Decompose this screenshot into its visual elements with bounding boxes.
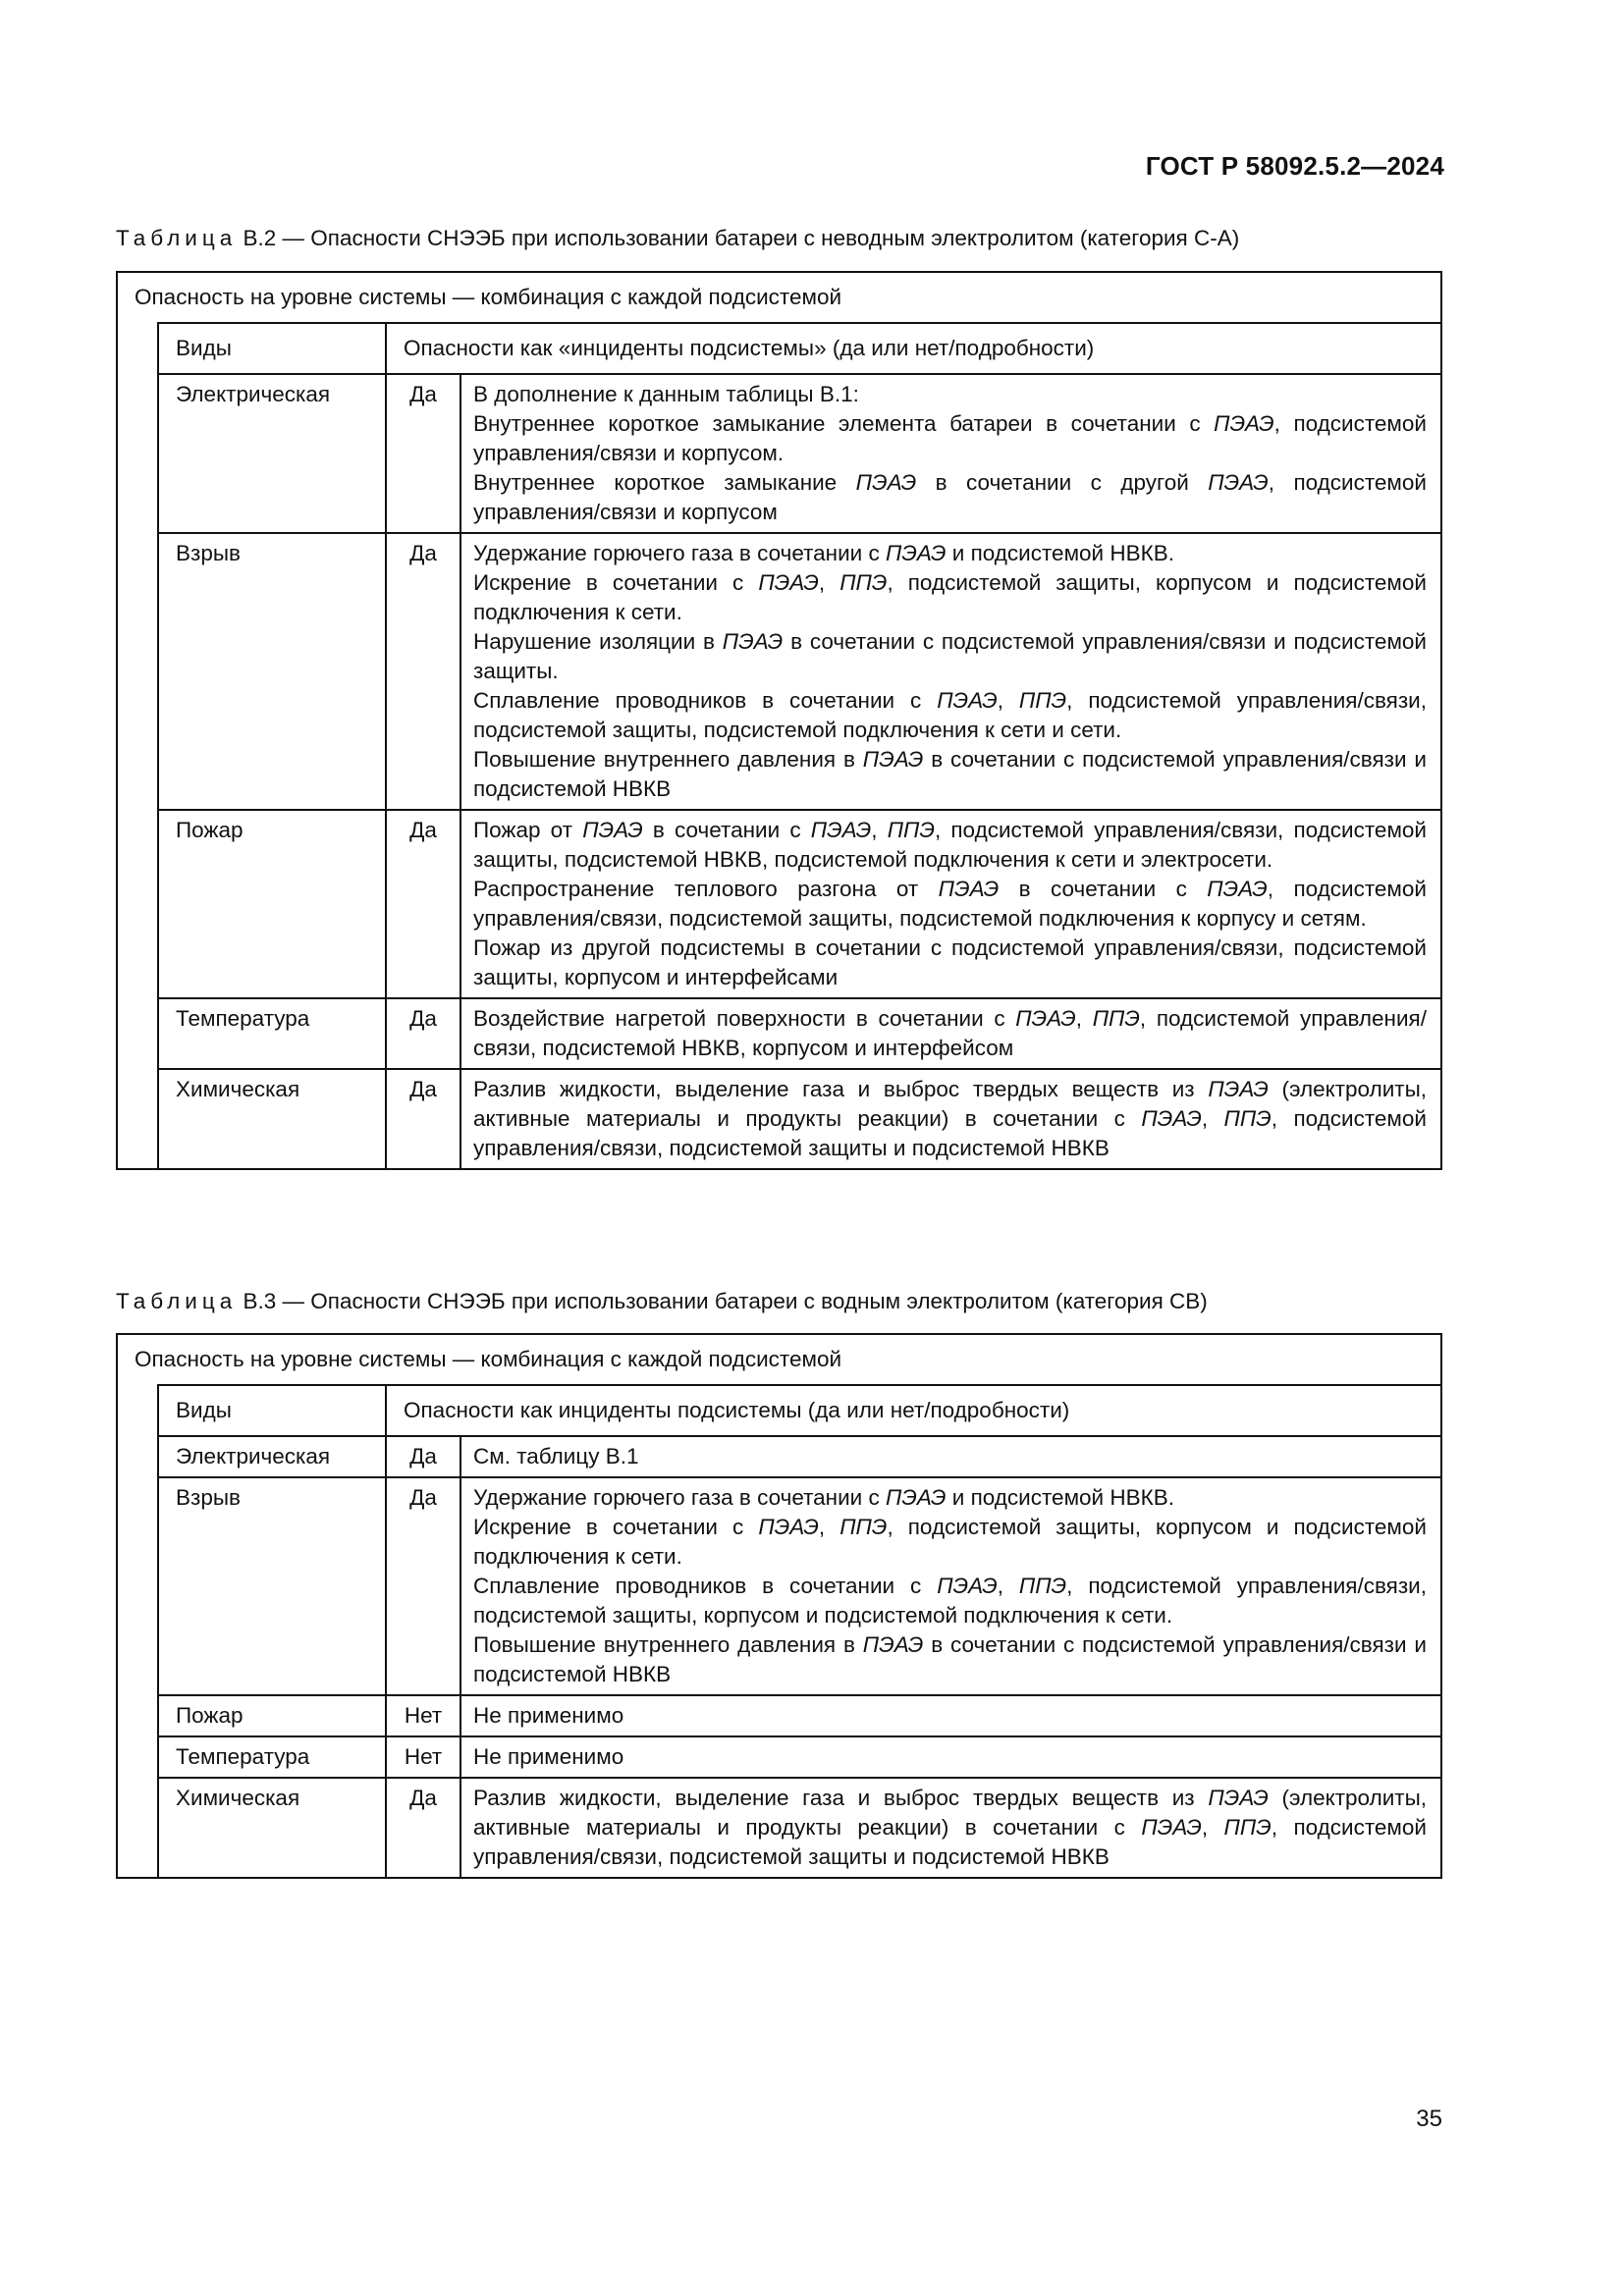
table-header-row [159, 1384, 1440, 1435]
table-row [159, 1435, 1440, 1476]
detail-line: См. таблицу В.1 [473, 1444, 639, 1468]
details-cell [461, 1070, 1440, 1168]
table-header-row [159, 322, 1440, 373]
table-row [159, 997, 1440, 1068]
table-row [159, 1476, 1440, 1694]
detail-line: Воздействие нагретой поверхности в сочетании с ПЭАЭ, ППЭ, подсистемой управления/связи, подсистемой НВКВ, корпусом и интерфейсом [473, 1006, 1427, 1060]
hazard-type-cell: Температура [159, 1737, 387, 1777]
applicability-cell: Нет [387, 1696, 461, 1735]
detail-line: Удержание горючего газа в сочетании с ПЭАЭ и подсистемой НВКВ. [473, 1485, 1174, 1510]
detail-line: Разлив жидкости, выделение газа и выброс твердых веществ из ПЭАЭ (электролиты, активные материалы и продукты реакции) в сочетании с ПЭАЭ, ППЭ, подсистемой управления/связи, подсистемой защиты и подсистемой НВКВ [473, 1786, 1427, 1869]
applicability-cell: Да [387, 811, 461, 997]
details-cell [461, 1779, 1440, 1877]
page-number: 35 [1416, 2106, 1442, 2132]
table-b3 [116, 1333, 1442, 1879]
hazard-type-cell: Пожар [159, 811, 387, 997]
table-b3-body [157, 1384, 1440, 1877]
hazard-type-cell: Взрыв [159, 1478, 387, 1694]
applicability-cell: Да [387, 1437, 461, 1476]
applicability-cell: Да [387, 1070, 461, 1168]
table-b2 [116, 271, 1442, 1170]
details-cell [461, 1737, 1440, 1777]
system-level-header: Опасность на уровне системы — комбинация с каждой подсистемой [135, 1347, 842, 1371]
detail-line: Внутреннее короткое замыкание элемента батареи в сочетании с ПЭАЭ, подсистемой управления/связи и корпусом. [473, 411, 1427, 465]
table-b2-body [157, 322, 1440, 1168]
details-cell [461, 999, 1440, 1068]
hazard-type-cell: Пожар [159, 1696, 387, 1735]
details-cell [461, 1478, 1440, 1694]
details-cell [461, 1437, 1440, 1476]
document-code: ГОСТ Р 58092.5.2—2024 [1145, 151, 1444, 181]
table-row [159, 1068, 1440, 1168]
details-cell [461, 534, 1440, 809]
applicability-cell: Да [387, 375, 461, 532]
detail-line: Нарушение изоляции в ПЭАЭ в сочетании с подсистемой управления/связи и подсистемой защиты. [473, 629, 1427, 683]
table-b2-caption: Таблица В.2 — Опасности СНЭЭБ при использовании батареи с неводным электролитом (категория С-А) [116, 226, 1240, 250]
hazard-type-cell: Взрыв [159, 534, 387, 809]
details-cell [461, 1696, 1440, 1735]
detail-line: Разлив жидкости, выделение газа и выброс твердых веществ из ПЭАЭ (электролиты, активные материалы и продукты реакции) в сочетании с ПЭАЭ, ППЭ, подсистемой управления/связи, подсистемой защиты и подсистемой НВКВ [473, 1077, 1427, 1160]
column-header-types: Виды [159, 324, 387, 373]
detail-line: Сплавление проводников в сочетании с ПЭАЭ, ППЭ, подсистемой управления/связи, подсистемой защиты, корпусом и подсистемой подключения к сети. [473, 1574, 1427, 1628]
table-b3-caption: Таблица В.3 — Опасности СНЭЭБ при использовании батареи с водным электролитом (категория СВ) [116, 1289, 1208, 1313]
applicability-cell: Да [387, 999, 461, 1068]
applicability-cell: Да [387, 1779, 461, 1877]
detail-line: Повышение внутреннего давления в ПЭАЭ в сочетании с подсистемой управления/связи и подсистемой НВКВ [473, 1632, 1427, 1686]
table-row [159, 1694, 1440, 1735]
column-header-hazards: Опасности как инциденты подсистемы (да или нет/подробности) [404, 1398, 1070, 1422]
column-header-hazards: Опасности как «инциденты подсистемы» (да или нет/подробности) [404, 336, 1095, 360]
hazard-type-cell: Химическая [159, 1070, 387, 1168]
detail-line: Не применимо [473, 1744, 624, 1769]
table-row [159, 1735, 1440, 1777]
hazard-type-cell: Температура [159, 999, 387, 1068]
detail-line: Повышение внутреннего давления в ПЭАЭ в сочетании с подсистемой управления/связи и подсистемой НВКВ [473, 747, 1427, 801]
detail-line: Не применимо [473, 1703, 624, 1728]
system-level-header: Опасность на уровне системы — комбинация с каждой подсистемой [135, 285, 842, 309]
applicability-cell: Да [387, 534, 461, 809]
hazard-type-cell: Химическая [159, 1779, 387, 1877]
detail-line: Внутреннее короткое замыкание ПЭАЭ в сочетании с другой ПЭАЭ, подсистемой управления/связи и корпусом [473, 470, 1427, 524]
detail-line: Распространение теплового разгона от ПЭАЭ в сочетании с ПЭАЭ, подсистемой управления/связи, подсистемой защиты, подсистемой подключения к корпусу и сетям. [473, 877, 1427, 931]
table-row [159, 532, 1440, 809]
detail-line: Пожар от ПЭАЭ в сочетании с ПЭАЭ, ППЭ, подсистемой управления/связи, подсистемой защиты, подсистемой НВКВ, подсистемой подключения к сети и электросети. [473, 818, 1427, 872]
details-cell [461, 375, 1440, 532]
hazard-type-cell: Электрическая [159, 1437, 387, 1476]
detail-line: Сплавление проводников в сочетании с ПЭАЭ, ППЭ, подсистемой управления/связи, подсистемой защиты, подсистемой подключения к сети и сети. [473, 688, 1427, 742]
applicability-cell: Да [387, 1478, 461, 1694]
detail-line: Искрение в сочетании с ПЭАЭ, ППЭ, подсистемой защиты, корпусом и подсистемой подключения к сети. [473, 1515, 1427, 1569]
detail-line: Удержание горючего газа в сочетании с ПЭАЭ и подсистемой НВКВ. [473, 541, 1174, 565]
detail-line: Пожар из другой подсистемы в сочетании с подсистемой управления/связи, подсистемой защиты, корпусом и интерфейсами [473, 935, 1427, 989]
column-header-types: Виды [159, 1386, 387, 1435]
hazard-type-cell: Электрическая [159, 375, 387, 532]
table-row [159, 1777, 1440, 1877]
table-row [159, 373, 1440, 532]
table-row [159, 809, 1440, 997]
detail-line: Искрение в сочетании с ПЭАЭ, ППЭ, подсистемой защиты, корпусом и подсистемой подключения к сети. [473, 570, 1427, 624]
details-cell [461, 811, 1440, 997]
applicability-cell: Нет [387, 1737, 461, 1777]
detail-line: В дополнение к данным таблицы В.1: [473, 382, 859, 406]
